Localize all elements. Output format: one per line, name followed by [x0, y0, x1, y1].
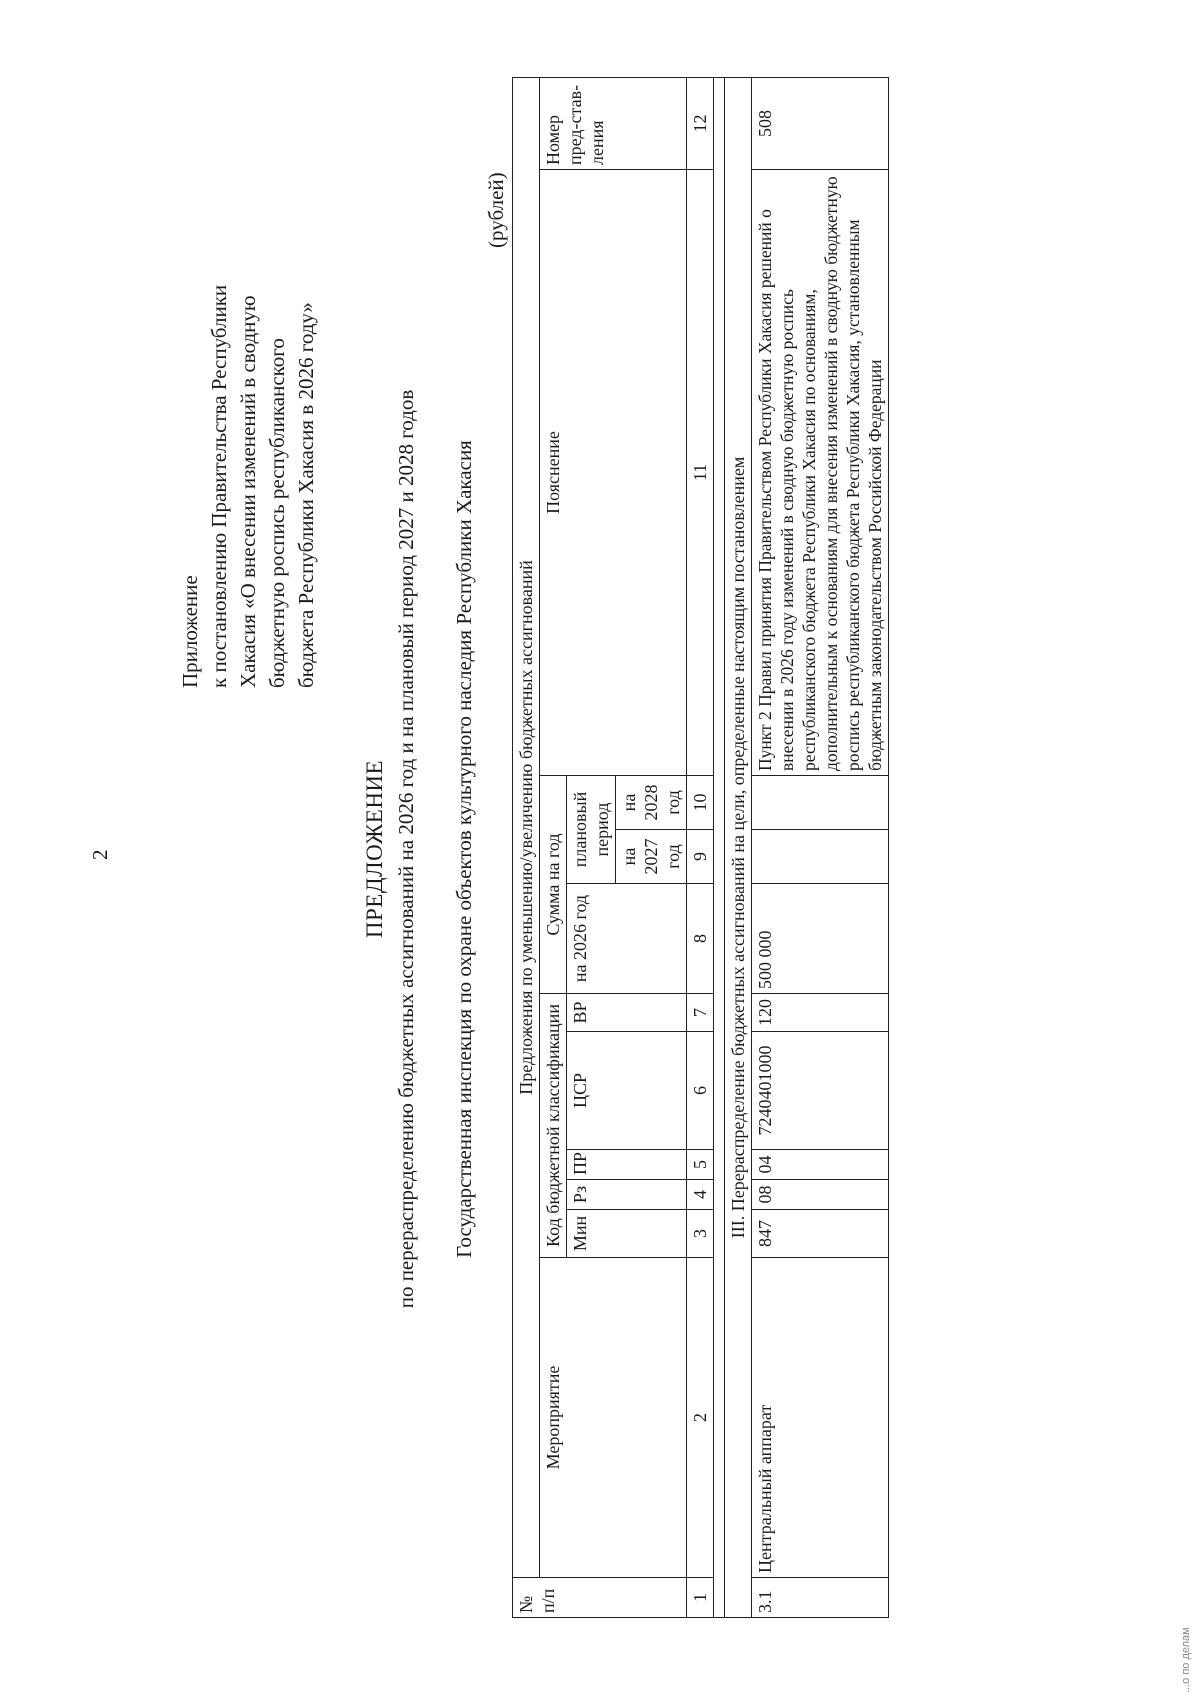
header-planned-period: плановый период [567, 776, 616, 884]
header-year-2026: на 2026 год [567, 884, 687, 994]
column-number: 4 [687, 1180, 714, 1210]
approval-line-3: Хакасия «О внесении изменений в сводную [236, 295, 260, 688]
page-number: 2 [88, 849, 112, 860]
column-number: 9 [687, 830, 714, 884]
row-min: 847 [752, 1210, 889, 1258]
row-sum-2026: 500 000 [752, 884, 889, 994]
row-sum-2027 [752, 830, 889, 884]
units-label: (рублей) [484, 172, 508, 248]
row-explanation: Пункт 2 Правил принятия Правительством Республики Хакасия решений о внесении в 2026 году изменений в сводную бюджетную роспись республиканского бюджета Республики Хакасия по основаниям, дополнительным к основаниям для внесения изменений в сводную бюджетную роспись республиканского бюджета Республики Хакасия, установленным бюджетным законодательством Российской Федерации [752, 170, 889, 776]
registration-stamp: ...о по делам [1180, 1627, 1192, 1693]
header-explanation: Пояснение [540, 170, 687, 776]
row-representation-no: 508 [752, 77, 889, 169]
header-pr: ПР [567, 1150, 687, 1180]
column-number: 1 [687, 1578, 714, 1618]
column-number: 8 [687, 884, 714, 994]
table-row [752, 77, 889, 1617]
row-csr: 7240401000 [752, 1032, 889, 1150]
column-number: 10 [687, 776, 714, 830]
header-vr: ВР [567, 994, 687, 1032]
header-no: № п/п [513, 1578, 687, 1618]
approval-line-5: бюджета Республики Хакасия в 2026 году» [294, 302, 318, 688]
header-group-title: Предложения по уменьшению/увеличению бюджетных ассигнований [513, 77, 540, 1577]
document-subtitle: по перераспределению бюджетных ассигнований на 2026 год и на плановый период 2027 и 2028 годов [394, 389, 418, 1309]
header-budget-code: Код бюджетной классификации [540, 994, 567, 1258]
approval-block [176, 148, 321, 688]
column-number: 6 [687, 1032, 714, 1150]
column-number-row [687, 77, 714, 1617]
header-activity: Мероприятие [540, 1258, 687, 1578]
section-title: III. Перераспределение бюджетных ассигнований на цели, определенные настоящим постановлением [725, 77, 752, 1617]
row-activity: Центральный аппарат [752, 1258, 889, 1578]
column-number: 2 [687, 1258, 714, 1578]
approval-line-1: Приложение [178, 575, 202, 688]
column-number: 12 [687, 77, 714, 169]
row-sum-2028 [752, 776, 889, 830]
header-year-2027: на 2027 год [616, 830, 687, 884]
proposal-table [512, 77, 889, 1618]
row-no: 3.1 [752, 1578, 889, 1618]
header-rz: Рз [567, 1180, 687, 1210]
column-number: 3 [687, 1210, 714, 1258]
column-number: 11 [687, 170, 714, 776]
document-title: ПРЕДЛОЖЕНИЕ [362, 759, 387, 939]
header-sum-year: Сумма на год [540, 776, 567, 994]
approval-line-4: бюджетную роспись республиканского [265, 338, 289, 688]
organization-name: Государственная инспекция по охране объектов культурного наследия Республики Хакасия [452, 440, 476, 1258]
row-vr: 120 [752, 994, 889, 1032]
row-rz: 08 [752, 1180, 889, 1210]
column-number: 7 [687, 994, 714, 1032]
row-separator [714, 77, 725, 1617]
header-min: Мин [567, 1210, 687, 1258]
header-csr: ЦСР [567, 1032, 687, 1150]
header-representation-no: Номер пред-став-ления [540, 77, 687, 169]
header-year-2028: на 2028 год [616, 776, 687, 830]
approval-line-2: к постановлению Правительства Республики [207, 284, 231, 688]
column-number: 5 [687, 1150, 714, 1180]
row-pr: 04 [752, 1150, 889, 1180]
